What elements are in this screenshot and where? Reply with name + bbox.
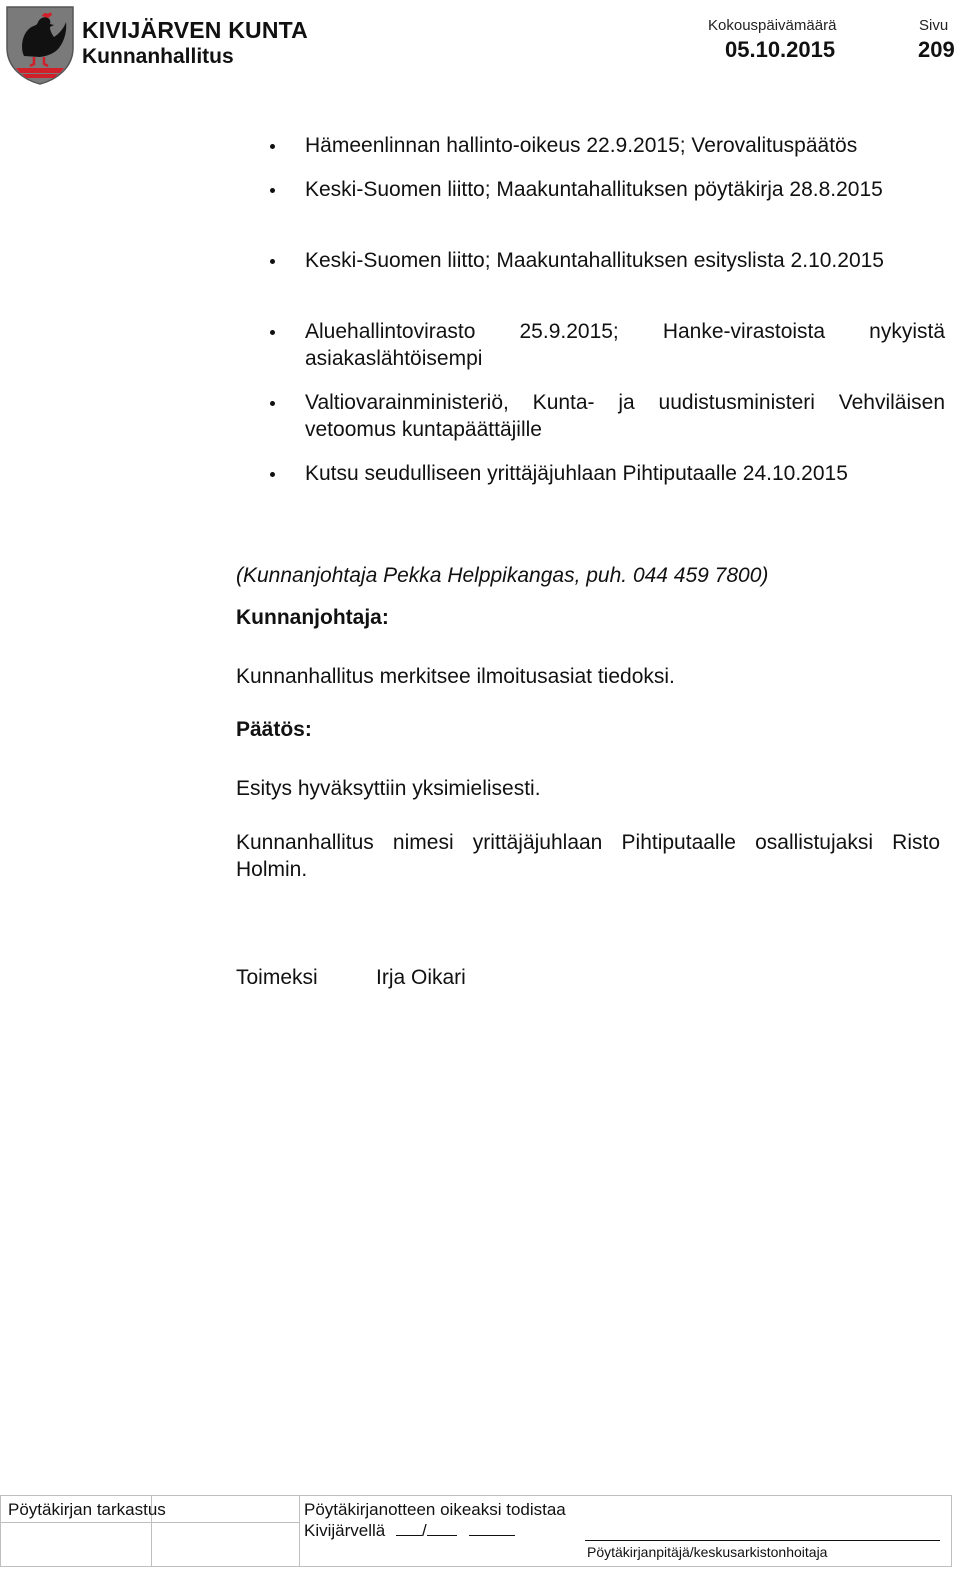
certify-place-line (304, 1521, 515, 1541)
date-separator: / (421, 1521, 427, 1540)
bullet-icon (270, 188, 275, 193)
list-item: Aluehallintovirasto 25.9.2015; Hanke-virastoista nykyistä asiakaslähtöisempi (270, 318, 950, 372)
review-label: Pöytäkirjan tarkastus (8, 1500, 166, 1519)
list-item: Kutsu seudulliseen yrittäjäjuhlaan Pihtiputaalle 24.10.2015 (270, 460, 950, 487)
organization-body: Kunnanhallitus (82, 45, 234, 68)
action-label: Toimeksi (236, 966, 318, 989)
bullet-icon (270, 401, 275, 406)
proposal-heading: Kunnanjohtaja: (236, 606, 389, 629)
municipal-crest-icon (4, 4, 76, 86)
meeting-date-label: Kokouspäivämäärä (708, 17, 837, 34)
certify-label: Pöytäkirjanotteen oikeaksi todistaa (304, 1500, 566, 1519)
list-item: Hämeenlinnan hallinto-oikeus 22.9.2015; Verovalituspäätös (270, 132, 950, 159)
page-number: 209 (918, 37, 955, 62)
meeting-date-value: 05.10.2015 (725, 37, 836, 62)
footer-divider (151, 1522, 299, 1523)
action-person: Irja Oikari (376, 966, 466, 989)
proposal-text: Kunnanhallitus merkitsee ilmoitusasiat tiedoksi. (236, 665, 675, 688)
list-item: Keski-Suomen liitto; Maakuntahallituksen esityslista 2.10.2015 (270, 247, 950, 274)
bullet-icon (270, 472, 275, 477)
footer-divider (1, 1522, 151, 1523)
decision-heading: Päätös: (236, 718, 312, 741)
bullet-icon (270, 330, 275, 335)
contact-line: (Kunnanjohtaja Pekka Helppikangas, puh. 044 459 7800) (236, 564, 769, 587)
list-item: Valtiovarainministeriö, Kunta- ja uudistusministeri Vehviläisen vetoomus kuntapäättäjille (270, 389, 950, 443)
note-text: Kunnanhallitus nimesi yrittäjäjuhlaan Pihtiputaalle osallistujaksi Risto Holmin. (236, 831, 940, 881)
month-blank (427, 1521, 457, 1536)
page-label: Sivu (919, 17, 949, 34)
signer-title: Pöytäkirjanpitäjä/keskusarkistonhoitaja (587, 1544, 828, 1560)
decision-text: Esitys hyväksyttiin yksimielisesti. (236, 777, 541, 800)
signature-line (585, 1540, 940, 1541)
year-blank (469, 1521, 515, 1536)
list-item: Keski-Suomen liitto; Maakuntahallituksen pöytäkirja 28.8.2015 (270, 176, 950, 203)
bullet-icon (270, 259, 275, 264)
footer-divider (299, 1496, 300, 1566)
organization-name: KIVIJÄRVEN KUNTA (82, 17, 308, 43)
bullet-icon (270, 144, 275, 149)
certify-place: Kivijärvellä (304, 1521, 386, 1540)
day-blank (396, 1521, 422, 1536)
